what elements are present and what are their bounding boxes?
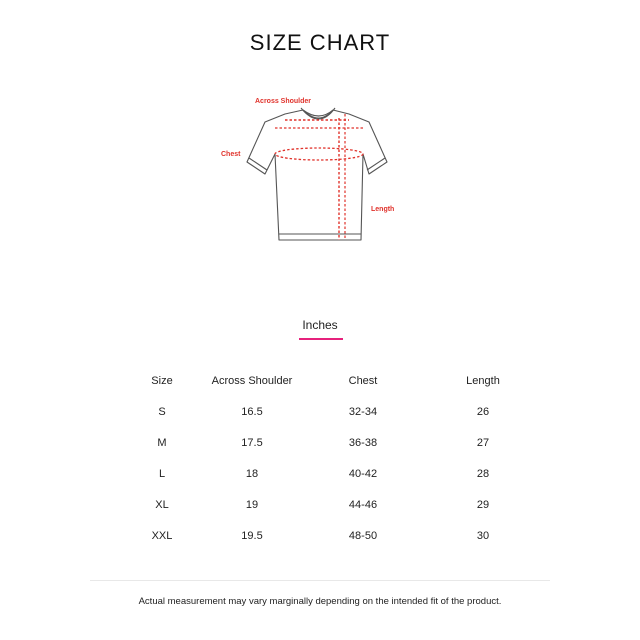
- cell-across-shoulder: 18: [245, 467, 259, 480]
- cell-length: 29: [476, 498, 490, 511]
- label-length: Length: [371, 206, 395, 213]
- active-tab-indicator: [299, 338, 343, 340]
- cell-size: XL: [155, 498, 169, 511]
- header-size: Size: [151, 375, 173, 387]
- table-row: [120, 489, 540, 520]
- table-row: [120, 427, 540, 458]
- cell-length: 30: [476, 529, 490, 542]
- divider: [90, 580, 550, 581]
- cell-across-shoulder: 19.5: [241, 529, 263, 542]
- tab-inches[interactable]: Inches: [302, 318, 338, 332]
- tshirt-measurement-diagram: [215, 92, 425, 252]
- cell-size: S: [158, 405, 166, 418]
- header-chest: Chest: [348, 375, 378, 387]
- header-across-shoulder: Across Shoulder: [211, 375, 293, 387]
- cell-chest: 32-34: [348, 405, 378, 418]
- cell-chest: 44-46: [348, 498, 378, 511]
- cell-chest: 40-42: [348, 467, 378, 480]
- table-row: [120, 458, 540, 489]
- cell-chest: 48-50: [348, 529, 378, 542]
- page-title: SIZE CHART: [249, 30, 391, 55]
- table-row: [120, 396, 540, 427]
- cell-length: 26: [476, 405, 490, 418]
- cell-size: L: [158, 467, 166, 480]
- cell-across-shoulder: 19: [245, 498, 259, 511]
- table-header-row: [120, 366, 540, 396]
- measurement-disclaimer: Actual measurement may vary marginally depending on the intended fit of the product.: [138, 596, 502, 607]
- cell-chest: 36-38: [348, 436, 378, 449]
- cell-size: M: [157, 436, 167, 449]
- label-across-shoulder: Across Shoulder: [255, 98, 312, 105]
- label-chest: Chest: [221, 151, 241, 158]
- cell-length: 28: [476, 467, 490, 480]
- header-length: Length: [466, 375, 500, 387]
- cell-length: 27: [476, 436, 490, 449]
- cell-size: XXL: [151, 529, 173, 542]
- cell-across-shoulder: 16.5: [241, 405, 263, 418]
- table-row: [120, 520, 540, 551]
- cell-across-shoulder: 17.5: [241, 436, 263, 449]
- size-table: [120, 366, 540, 551]
